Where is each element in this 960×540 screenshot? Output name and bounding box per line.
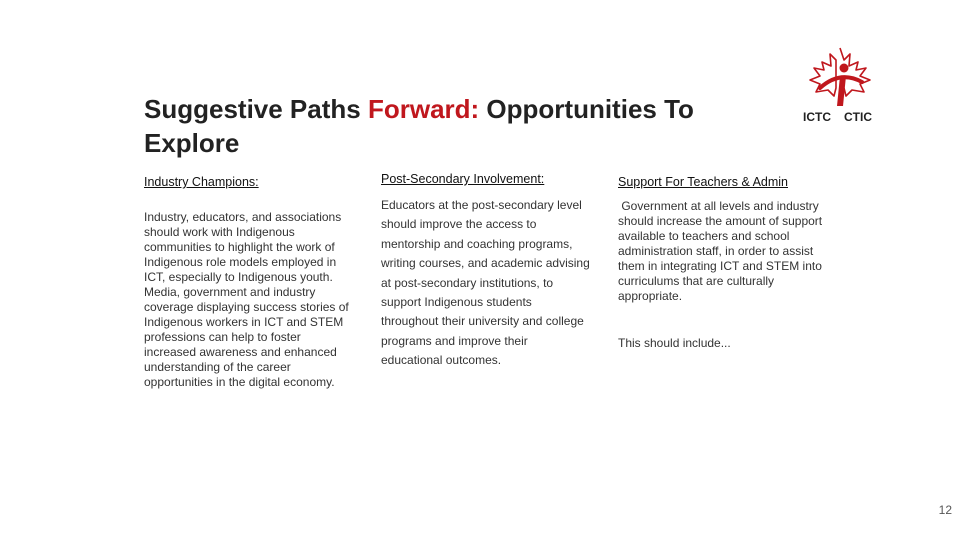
column-post-secondary [381,170,594,371]
slide-title [144,92,784,160]
column-body: Industry, educators, and associations should work with Indigenous communities to highlight the work of Indigenous role models employed in ICT, especially to Indigenous youth. Media, government and industry coverage displaying success stories of Indigenous workers in ICT and STEM professions can help to foster increased awareness and enhanced understanding of the career opportunities in the digital economy. [144,210,353,389]
column-heading: Post-Secondary Involvement: [381,172,545,186]
column-more-text: This should include... [618,336,731,350]
column-heading: Support For Teachers & Admin [618,175,788,189]
maple-leaf-logo-icon [800,44,880,124]
column-support-teachers [618,170,830,351]
title-part-1: Suggestive Paths [144,94,368,124]
logo-left-text: ICTC [803,110,831,124]
title-part-2: Opportunities To Explore [144,94,694,158]
page-number: 12 [938,503,952,517]
column-body: Educators at the post-secondary level should improve the access to mentorship and coaching programs, writing courses, and academic advising at post-secondary institutions, to support Indigenous students throughout their university and college programs and improve their educational outcomes. [381,198,594,368]
ictc-logo [800,44,880,124]
column-body: Government at all levels and industry should increase the amount of support available to teachers and school administration staff, in order to assist them in integrating ICT and STEM into curriculums that are culturally appropriate. [618,199,826,303]
logo-right-text: CTIC [844,110,872,124]
column-industry-champions [144,170,354,390]
title-accent: Forward: [367,94,480,124]
column-heading: Industry Champions: [144,175,259,189]
